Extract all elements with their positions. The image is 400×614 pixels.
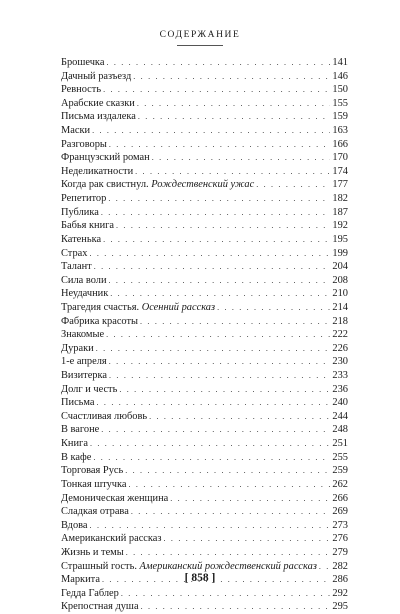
toc-entry	[61, 369, 348, 383]
toc-entry	[61, 505, 348, 519]
toc-entry	[61, 342, 348, 356]
toc-entry-page: 214	[332, 301, 348, 313]
toc-entry-page: 146	[332, 70, 348, 82]
toc-entry	[61, 315, 348, 329]
toc-entry	[61, 110, 348, 124]
toc-entry-title: Когда рак свистнул.	[61, 179, 149, 191]
dot-leader	[125, 464, 330, 478]
dot-leader	[119, 383, 330, 397]
toc-entry-title: Бабья книга	[61, 220, 115, 232]
toc-entry-page: 187	[332, 206, 348, 218]
dot-leader	[140, 315, 330, 329]
toc-entry-label	[61, 532, 162, 546]
toc-entry	[61, 600, 348, 614]
toc-entry-title: Книга	[61, 438, 88, 450]
toc-entry-title: Страх	[61, 247, 88, 259]
toc-entry	[61, 165, 348, 179]
toc-entry-label	[61, 233, 101, 247]
toc-entry-title: Неделикатности	[61, 165, 134, 177]
toc-entry-title: Дураки	[61, 342, 94, 354]
toc-entry-title: Торговая Русь	[61, 465, 124, 477]
dot-leader	[110, 287, 330, 301]
dot-leader	[93, 451, 330, 465]
toc-entry-title: 1-е апреля	[61, 356, 107, 368]
toc-entry-label	[61, 178, 254, 192]
toc-entry-page: 248	[332, 424, 348, 436]
toc-entry-label	[61, 355, 107, 369]
dot-leader	[106, 56, 330, 70]
toc-entry-title: Демоническая женщина	[61, 492, 169, 504]
toc-entry	[61, 124, 348, 138]
toc-entry	[61, 151, 348, 165]
toc-entry-title: Сила воли	[61, 274, 107, 286]
toc-entry	[61, 464, 348, 478]
toc-entry-page: 155	[332, 97, 348, 109]
toc-entry-title: Сладкая отрава	[61, 506, 129, 518]
toc-entry-title: Французский роман	[61, 152, 150, 164]
dot-leader	[121, 587, 331, 601]
toc-entry-label	[61, 192, 106, 206]
toc-entry	[61, 274, 348, 288]
dot-leader	[131, 505, 331, 519]
toc-entry-title: Знакомые	[61, 329, 105, 341]
toc-entry	[61, 178, 348, 192]
dot-leader	[133, 70, 330, 84]
toc-entry	[61, 192, 348, 206]
toc-entry	[61, 383, 348, 397]
toc-entry-subtitle: Осенний рассказ	[141, 301, 216, 313]
toc-entry-title: В вагоне	[61, 424, 100, 436]
toc-entry-label	[61, 247, 87, 261]
dot-leader	[89, 247, 330, 261]
dot-leader	[126, 546, 331, 560]
toc-entry	[61, 83, 348, 97]
dot-leader	[217, 301, 330, 315]
dot-leader	[256, 178, 330, 192]
toc-entry-label	[61, 151, 150, 165]
toc-entry-label	[61, 437, 88, 451]
dot-leader	[101, 206, 331, 220]
toc-entry-label	[61, 124, 90, 138]
dot-leader	[109, 355, 331, 369]
toc-entry	[61, 410, 348, 424]
toc-entry-label	[61, 70, 131, 84]
toc-entry-page: 276	[332, 533, 348, 545]
toc-entry-page: 251	[332, 438, 348, 450]
dot-leader	[109, 138, 331, 152]
toc-entry-label	[61, 369, 107, 383]
toc-entry-page: 262	[332, 478, 348, 490]
toc-entry	[61, 70, 348, 84]
dot-leader	[164, 532, 331, 546]
toc-entry-page: 226	[332, 342, 348, 354]
dot-leader	[97, 396, 331, 410]
toc-entry-title: Американский рассказ	[61, 533, 162, 545]
toc-entry-label	[61, 464, 123, 478]
toc-entry-title: Письма	[61, 397, 95, 409]
toc-entry	[61, 301, 348, 315]
page-number: [ 858 ]	[184, 572, 216, 584]
toc-entry-label	[61, 138, 107, 152]
toc-entry-title: Разговоры	[61, 138, 107, 150]
toc-entry-label	[61, 110, 136, 124]
dot-leader	[109, 274, 331, 288]
toc-entry	[61, 206, 348, 220]
toc-entry-label	[61, 383, 117, 397]
toc-entry	[61, 451, 348, 465]
toc-entry-page: 266	[332, 492, 348, 504]
toc-entry-page: 170	[332, 152, 348, 164]
dot-leader	[135, 165, 330, 179]
toc-entry-page: 230	[332, 356, 348, 368]
toc-entry-title: Ревность	[61, 84, 102, 96]
toc-entry-page: 269	[332, 506, 348, 518]
toc-entry-title: Тонкая штучка	[61, 478, 127, 490]
toc-entry-page: 240	[332, 397, 348, 409]
toc-entry	[61, 260, 348, 274]
dot-leader	[138, 110, 331, 124]
dot-leader	[101, 423, 330, 437]
toc-entry-title: Фабрика красоты	[61, 315, 139, 327]
toc-entry-label	[61, 546, 124, 560]
dot-leader	[103, 233, 330, 247]
table-of-contents	[61, 56, 348, 614]
toc-entry-page: 159	[332, 111, 348, 123]
toc-entry-page: 236	[332, 383, 348, 395]
toc-entry-subtitle: Американский рождественский рассказ	[139, 560, 317, 572]
dot-leader	[149, 410, 330, 424]
toc-entry-page: 204	[332, 261, 348, 273]
toc-entry-page: 192	[332, 220, 348, 232]
toc-entry	[61, 546, 348, 560]
toc-entry	[61, 328, 348, 342]
toc-entry-title: Публика	[61, 206, 99, 218]
toc-entry-page: 222	[332, 329, 348, 341]
toc-entry-label	[61, 505, 129, 519]
toc-entry	[61, 437, 348, 451]
toc-entry-title: Вдова	[61, 519, 88, 531]
toc-entry-title: Гедда Габлер	[61, 587, 119, 599]
toc-entry-page: 166	[332, 138, 348, 150]
toc-entry-title: Маски	[61, 125, 91, 137]
toc-entry	[61, 355, 348, 369]
dot-leader	[94, 260, 331, 274]
toc-entry-subtitle: Рождественский ужас	[151, 179, 255, 191]
toc-entry-page: 218	[332, 315, 348, 327]
toc-entry-page: 141	[332, 57, 348, 68]
toc-entry-page: 286	[332, 574, 348, 586]
toc-entry	[61, 423, 348, 437]
toc-entry-page: 282	[332, 560, 348, 572]
toc-entry-page: 233	[332, 370, 348, 382]
toc-entry-page: 279	[332, 546, 348, 558]
dot-leader	[90, 437, 330, 451]
toc-entry-label	[61, 587, 119, 601]
dot-leader	[108, 192, 330, 206]
toc-entry-page: 259	[332, 465, 348, 477]
dot-leader	[90, 519, 331, 533]
toc-entry-label	[61, 287, 108, 301]
dot-leader	[103, 83, 330, 97]
toc-entry-page: 182	[332, 193, 348, 205]
toc-entry-title: Арабские сказки	[61, 97, 135, 109]
dot-leader	[129, 478, 331, 492]
toc-entry-label	[61, 301, 215, 315]
toc-entry-label	[61, 451, 91, 465]
toc-entry-title: Счастливая любовь	[61, 410, 148, 422]
toc-entry-title: Долг и честь	[61, 383, 118, 395]
toc-entry-page: 177	[332, 179, 348, 191]
toc-entry	[61, 396, 348, 410]
title-rule	[177, 45, 223, 46]
dot-leader	[92, 124, 330, 138]
toc-entry	[61, 233, 348, 247]
toc-entry-label	[61, 206, 99, 220]
toc-entry-label	[61, 315, 138, 329]
dot-leader	[137, 97, 331, 111]
toc-entry-label	[61, 492, 168, 506]
toc-entry-title: Неудачник	[61, 288, 109, 300]
toc-entry-title: Жизнь и темы	[61, 546, 124, 558]
toc-entry-label	[61, 274, 107, 288]
toc-entry-page: 195	[332, 233, 348, 245]
toc-entry-label	[61, 519, 88, 533]
toc-entry-page: 244	[332, 410, 348, 422]
toc-entry-label	[61, 342, 94, 356]
toc-entry-title: Талант	[61, 261, 92, 273]
toc-entry-label	[61, 260, 92, 274]
toc-entry	[61, 56, 348, 70]
toc-entry	[61, 219, 348, 233]
toc-entry-label	[61, 83, 101, 97]
toc-entry-label	[61, 328, 104, 342]
toc-entry-label	[61, 410, 147, 424]
page-title: СОДЕРЖАНИЕ	[159, 30, 241, 40]
dot-leader	[106, 328, 330, 342]
toc-entry-title: Катенька	[61, 233, 102, 245]
toc-entry-page: 273	[332, 519, 348, 531]
toc-entry	[61, 532, 348, 546]
toc-entry-label	[61, 56, 104, 70]
toc-entry-page: 174	[332, 165, 348, 177]
toc-entry-title: Маркита	[61, 574, 100, 586]
toc-entry-page: 210	[332, 288, 348, 300]
toc-entry-label	[61, 478, 127, 492]
toc-entry-label	[61, 423, 99, 437]
toc-entry	[61, 287, 348, 301]
toc-entry	[61, 587, 348, 601]
toc-entry-page: 295	[332, 601, 348, 613]
toc-entry	[61, 247, 348, 261]
toc-entry-label	[61, 165, 133, 179]
dot-leader	[152, 151, 331, 165]
toc-entry	[61, 492, 348, 506]
toc-entry	[61, 519, 348, 533]
toc-entry-page: 208	[332, 274, 348, 286]
toc-entry-page: 292	[332, 587, 348, 599]
dot-leader	[109, 369, 330, 383]
dot-leader	[96, 342, 331, 356]
toc-entry	[61, 478, 348, 492]
toc-entry-title: Трагедия счастья.	[61, 301, 140, 313]
toc-entry-label	[61, 396, 95, 410]
toc-entry	[61, 138, 348, 152]
toc-entry-title: Визитерка	[61, 370, 108, 382]
dot-leader	[141, 600, 331, 614]
toc-entry-title: Брошечка	[61, 57, 105, 68]
toc-entry-title: Дачный разъезд	[61, 70, 132, 82]
dot-leader	[170, 492, 330, 506]
toc-entry-title: Репетитор	[61, 193, 107, 205]
toc-entry-title: Письма издалека	[61, 111, 136, 123]
toc-entry-title: Крепостная душа	[61, 601, 139, 613]
toc-entry	[61, 97, 348, 111]
toc-entry-page: 150	[332, 84, 348, 96]
toc-entry-label	[61, 219, 114, 233]
toc-entry-page: 255	[332, 451, 348, 463]
toc-entry-title: В кафе	[61, 451, 92, 463]
toc-entry-page: 163	[332, 125, 348, 137]
dot-leader	[116, 219, 330, 233]
toc-entry-label	[61, 97, 135, 111]
toc-entry-label	[61, 600, 139, 614]
toc-entry-title: Страшный гость.	[61, 560, 137, 572]
toc-entry-page: 199	[332, 247, 348, 259]
